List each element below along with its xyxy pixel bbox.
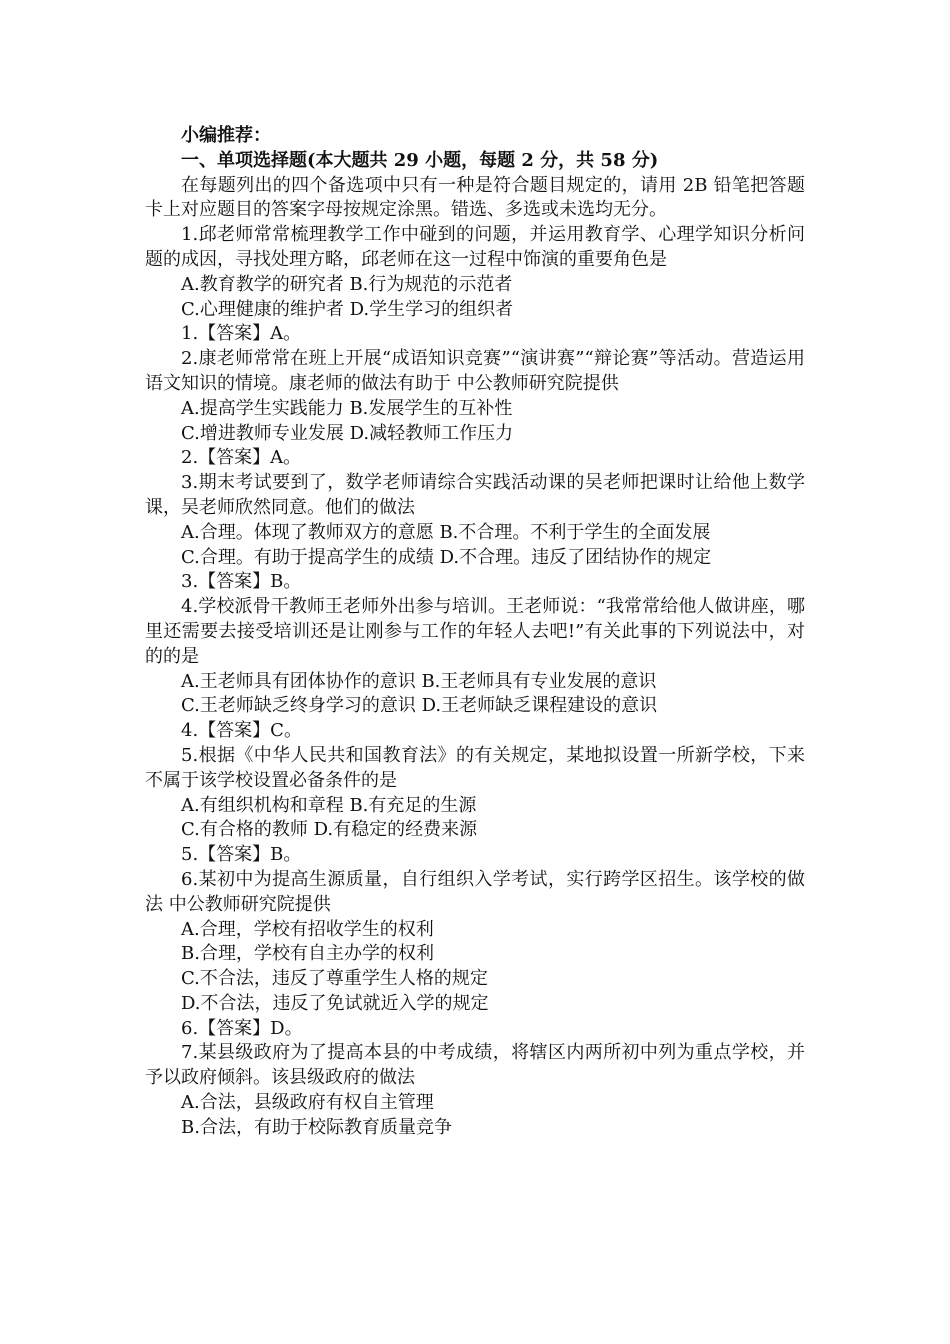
- question-3: [145, 471, 805, 595]
- option-line: C.王老师缺乏终身学习的意识 D.王老师缺乏课程建设的意识: [181, 695, 658, 717]
- option-line: A.提高学生实践能力 B.发展学生的互补性: [181, 397, 513, 419]
- recommend-label: 小编推荐：: [181, 125, 271, 146]
- answer-line: 1.【答案】A。: [181, 323, 302, 345]
- question-stem: 7.某县级政府为了提高本县的中考成绩，将辖区内两所初中列为重点学校，并予以政府倾斜。该县级政府的做法: [145, 1042, 805, 1089]
- question-2: [145, 347, 805, 471]
- option-line: A.合理，学校有招收学生的权利: [181, 918, 434, 940]
- document-page: [145, 124, 805, 1141]
- option-line: A.王老师具有团体协作的意识 B.王老师具有专业发展的意识: [181, 670, 657, 692]
- section-heading: 一、单项选择题(本大题共 29 小题，每题 2 分，共 58 分): [181, 149, 659, 171]
- answer-line: 2.【答案】A。: [181, 447, 302, 469]
- answer-line: 6.【答案】D。: [181, 1017, 303, 1039]
- option-line: A.合法，县级政府有权自主管理: [181, 1092, 434, 1114]
- question-stem: 3.期末考试要到了，数学老师请综合实践活动课的吴老师把课时让给他上数学课，吴老师欣然同意。他们的做法: [145, 472, 805, 518]
- question-1: [145, 223, 805, 347]
- option-line: C.合理。有助于提高学生的成绩 D.不合理。违反了团结协作的规定: [181, 546, 712, 568]
- option-line: C.心理健康的维护者 D.学生学习的组织者: [181, 298, 514, 320]
- option-line: A.合理。体现了教师双方的意愿 B.不合理。不利于学生的全面发展: [181, 521, 711, 543]
- question-stem: 5.根据《中华人民共和国教育法》的有关规定，某地拟设置一所新学校，下来不属于该学校设置必备条件的是: [145, 744, 805, 791]
- instructions: 在每题列出的四个备选项中只有一种是符合题目规定的，请用 2B 铅笔把答题卡上对应题目的答案字母按规定涂黑。错选、多选或未选均无分。: [145, 174, 805, 221]
- question-4: [145, 595, 805, 744]
- option-line: C.增进教师专业发展 D.减轻教师工作压力: [181, 422, 514, 444]
- option-line: A.有组织机构和章程 B.有充足的生源: [181, 794, 477, 816]
- option-line: C.不合法，违反了尊重学生人格的规定: [181, 968, 488, 990]
- option-line: C.有合格的教师 D.有稳定的经费来源: [181, 819, 478, 841]
- question-stem: 2.康老师常常在班上开展“成语知识竞赛”“演讲赛”“辩论赛”等活动。营造运用语文知识的情境。康老师的做法有助于 中公教师研究院提供: [145, 348, 805, 394]
- answer-line: 3.【答案】B。: [181, 571, 302, 593]
- question-stem: 1.邱老师常常梳理教学工作中碰到的问题，并运用教育学、心理学知识分析问题的成因，寻找处理方略，邱老师在这一过程中饰演的重要角色是: [145, 224, 805, 270]
- question-6: [145, 868, 805, 1042]
- answer-line: 5.【答案】B。: [181, 844, 302, 866]
- question-5: [145, 744, 805, 868]
- option-line: B.合法，有助于校际教育质量竞争: [181, 1116, 452, 1138]
- option-line: D.不合法，违反了免试就近入学的规定: [181, 992, 489, 1014]
- answer-line: 4.【答案】C。: [181, 720, 302, 742]
- question-stem: 6.某初中为提高生源质量，自行组织入学考试，实行跨学区招生。该学校的做法 中公教师研究院提供: [145, 868, 805, 915]
- option-line: B.合理，学校有自主办学的权利: [181, 943, 434, 965]
- option-line: A.教育教学的研究者 B.行为规范的示范者: [181, 273, 513, 295]
- question-7: [145, 1041, 805, 1140]
- question-stem: 4.学校派骨干教师王老师外出参与培训。王老师说：“我常常给他人做讲座，哪里还需要去接受培训还是让刚参与工作的年轻人去吧!”有关此事的下列说法中，对的的是: [145, 596, 805, 667]
